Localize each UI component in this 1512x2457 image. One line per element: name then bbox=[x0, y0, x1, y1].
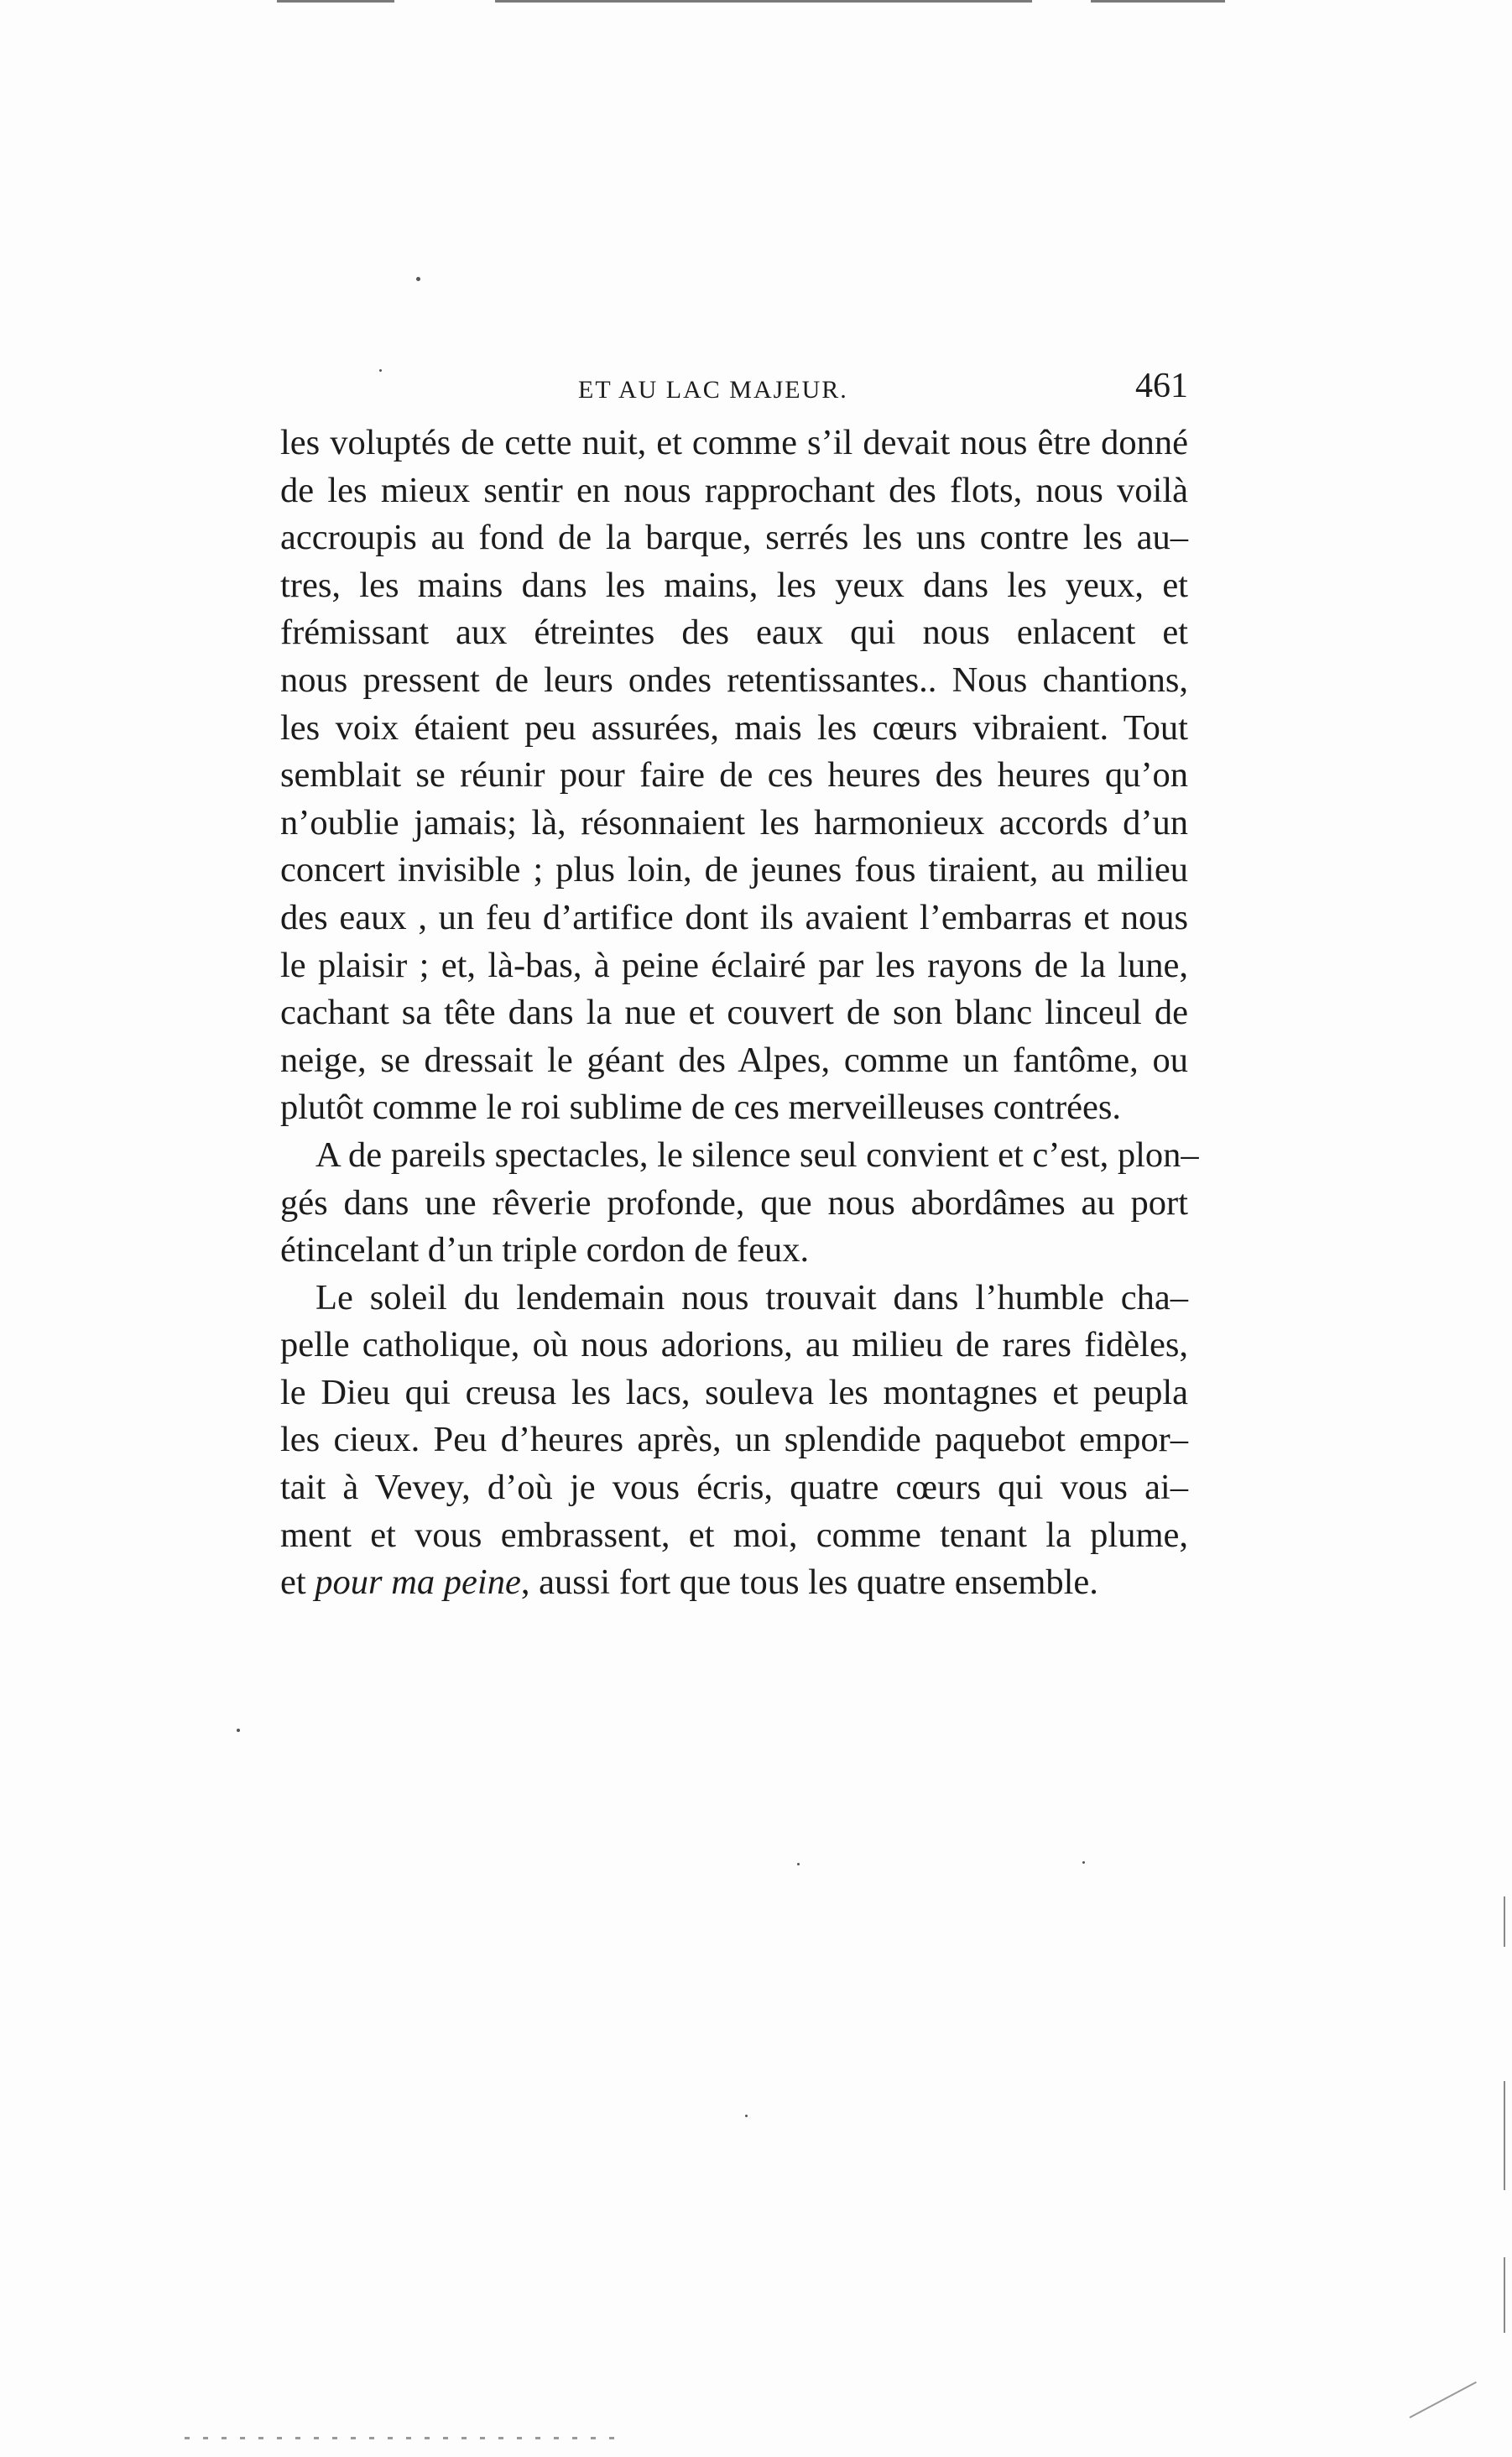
text-line: de les mieux sentir en nous rapprochant des flots, nous voilà bbox=[280, 470, 1188, 510]
text-line: les cieux. Peu d’heures après, un splendide paquebot empor– bbox=[280, 1420, 1188, 1460]
text-line: étincelant d’un triple cordon de feux. bbox=[280, 1230, 810, 1270]
text-line: tres, les mains dans les mains, les yeux dans les yeux, et bbox=[280, 565, 1188, 605]
scan-bottom-noise bbox=[185, 2437, 621, 2439]
text-line: le Dieu qui creusa les lacs, souleva les montagnes et peupla bbox=[280, 1372, 1188, 1412]
text-line: semblait se réunir pour faire de ces heures des heures qu’on bbox=[280, 755, 1188, 796]
print-speck bbox=[237, 1729, 240, 1732]
text-line: ment et vous embrassent, et moi, comme tenant la plume, bbox=[280, 1515, 1188, 1555]
final-line-end: , aussi fort que tous les quatre ensemble. bbox=[520, 1562, 1098, 1603]
text-line: des eaux , un feu d’artifice dont ils avaient l’embarras et nous bbox=[280, 897, 1188, 937]
print-speck bbox=[416, 277, 420, 281]
final-line-start: et bbox=[280, 1562, 315, 1603]
scan-edge-mark bbox=[1504, 2257, 1505, 2333]
text-line: les voix étaient peu assurées, mais les cœurs vibraient. Tout bbox=[280, 707, 1188, 748]
text-line: concert invisible ; plus loin, de jeunes fous tiraient, au milieu bbox=[280, 850, 1188, 890]
paragraph-first-line: Le soleil du lendemain nous trouvait dans l’humble cha– bbox=[315, 1277, 1188, 1317]
page-number: 461 bbox=[1135, 367, 1188, 405]
top-edge-rule bbox=[1091, 0, 1225, 3]
print-speck bbox=[1082, 1861, 1085, 1864]
print-speck bbox=[745, 2115, 748, 2117]
text-line: neige, se dressait le géant des Alpes, comme un fantôme, ou bbox=[280, 1040, 1188, 1080]
text-line: plutôt comme le roi sublime de ces merveilleuses contrées. bbox=[280, 1088, 1121, 1128]
text-line: tait à Vevey, d’où je vous écris, quatre cœurs qui vous ai– bbox=[280, 1468, 1188, 1508]
paragraph-first-line: A de pareils spectacles, le silence seul convient et c’est, plon– bbox=[315, 1135, 1199, 1175]
text-line: nous pressent de leurs ondes retentissantes.. Nous chantions, bbox=[280, 660, 1188, 700]
top-edge-rule bbox=[277, 0, 394, 3]
text-line: cachant sa tête dans la nue et couvert de son blanc linceul de bbox=[280, 993, 1188, 1033]
body-text bbox=[280, 420, 1199, 1607]
running-head: ET AU LAC MAJEUR. bbox=[578, 376, 848, 404]
text-line: n’oublie jamais; là, résonnaient les harmonieux accords d’un bbox=[280, 802, 1188, 842]
print-speck bbox=[797, 1863, 800, 1865]
final-text-line bbox=[280, 1559, 1188, 1607]
text-line: le plaisir ; et, là-bas, à peine éclairé par les rayons de la lune, bbox=[280, 945, 1188, 985]
scan-edge-mark bbox=[1504, 1896, 1505, 1947]
text-line: accroupis au fond de la barque, serrés les uns contre les au– bbox=[280, 518, 1188, 558]
scan-corner-mark bbox=[1410, 2381, 1477, 2418]
text-line: pelle catholique, où nous adorions, au milieu de rares fidèles, bbox=[280, 1325, 1188, 1365]
italic-phrase: pour ma peine bbox=[315, 1562, 521, 1603]
text-line: frémissant aux étreintes des eaux qui nous enlacent et bbox=[280, 613, 1188, 653]
text-line: les voluptés de cette nuit, et comme s’il devait nous être donné bbox=[280, 423, 1188, 462]
text-line: gés dans une rêverie profonde, que nous abordâmes au port bbox=[280, 1182, 1188, 1223]
top-edge-rule bbox=[495, 0, 1032, 3]
scan-edge-mark bbox=[1504, 2081, 1505, 2190]
page-header bbox=[280, 366, 1188, 416]
